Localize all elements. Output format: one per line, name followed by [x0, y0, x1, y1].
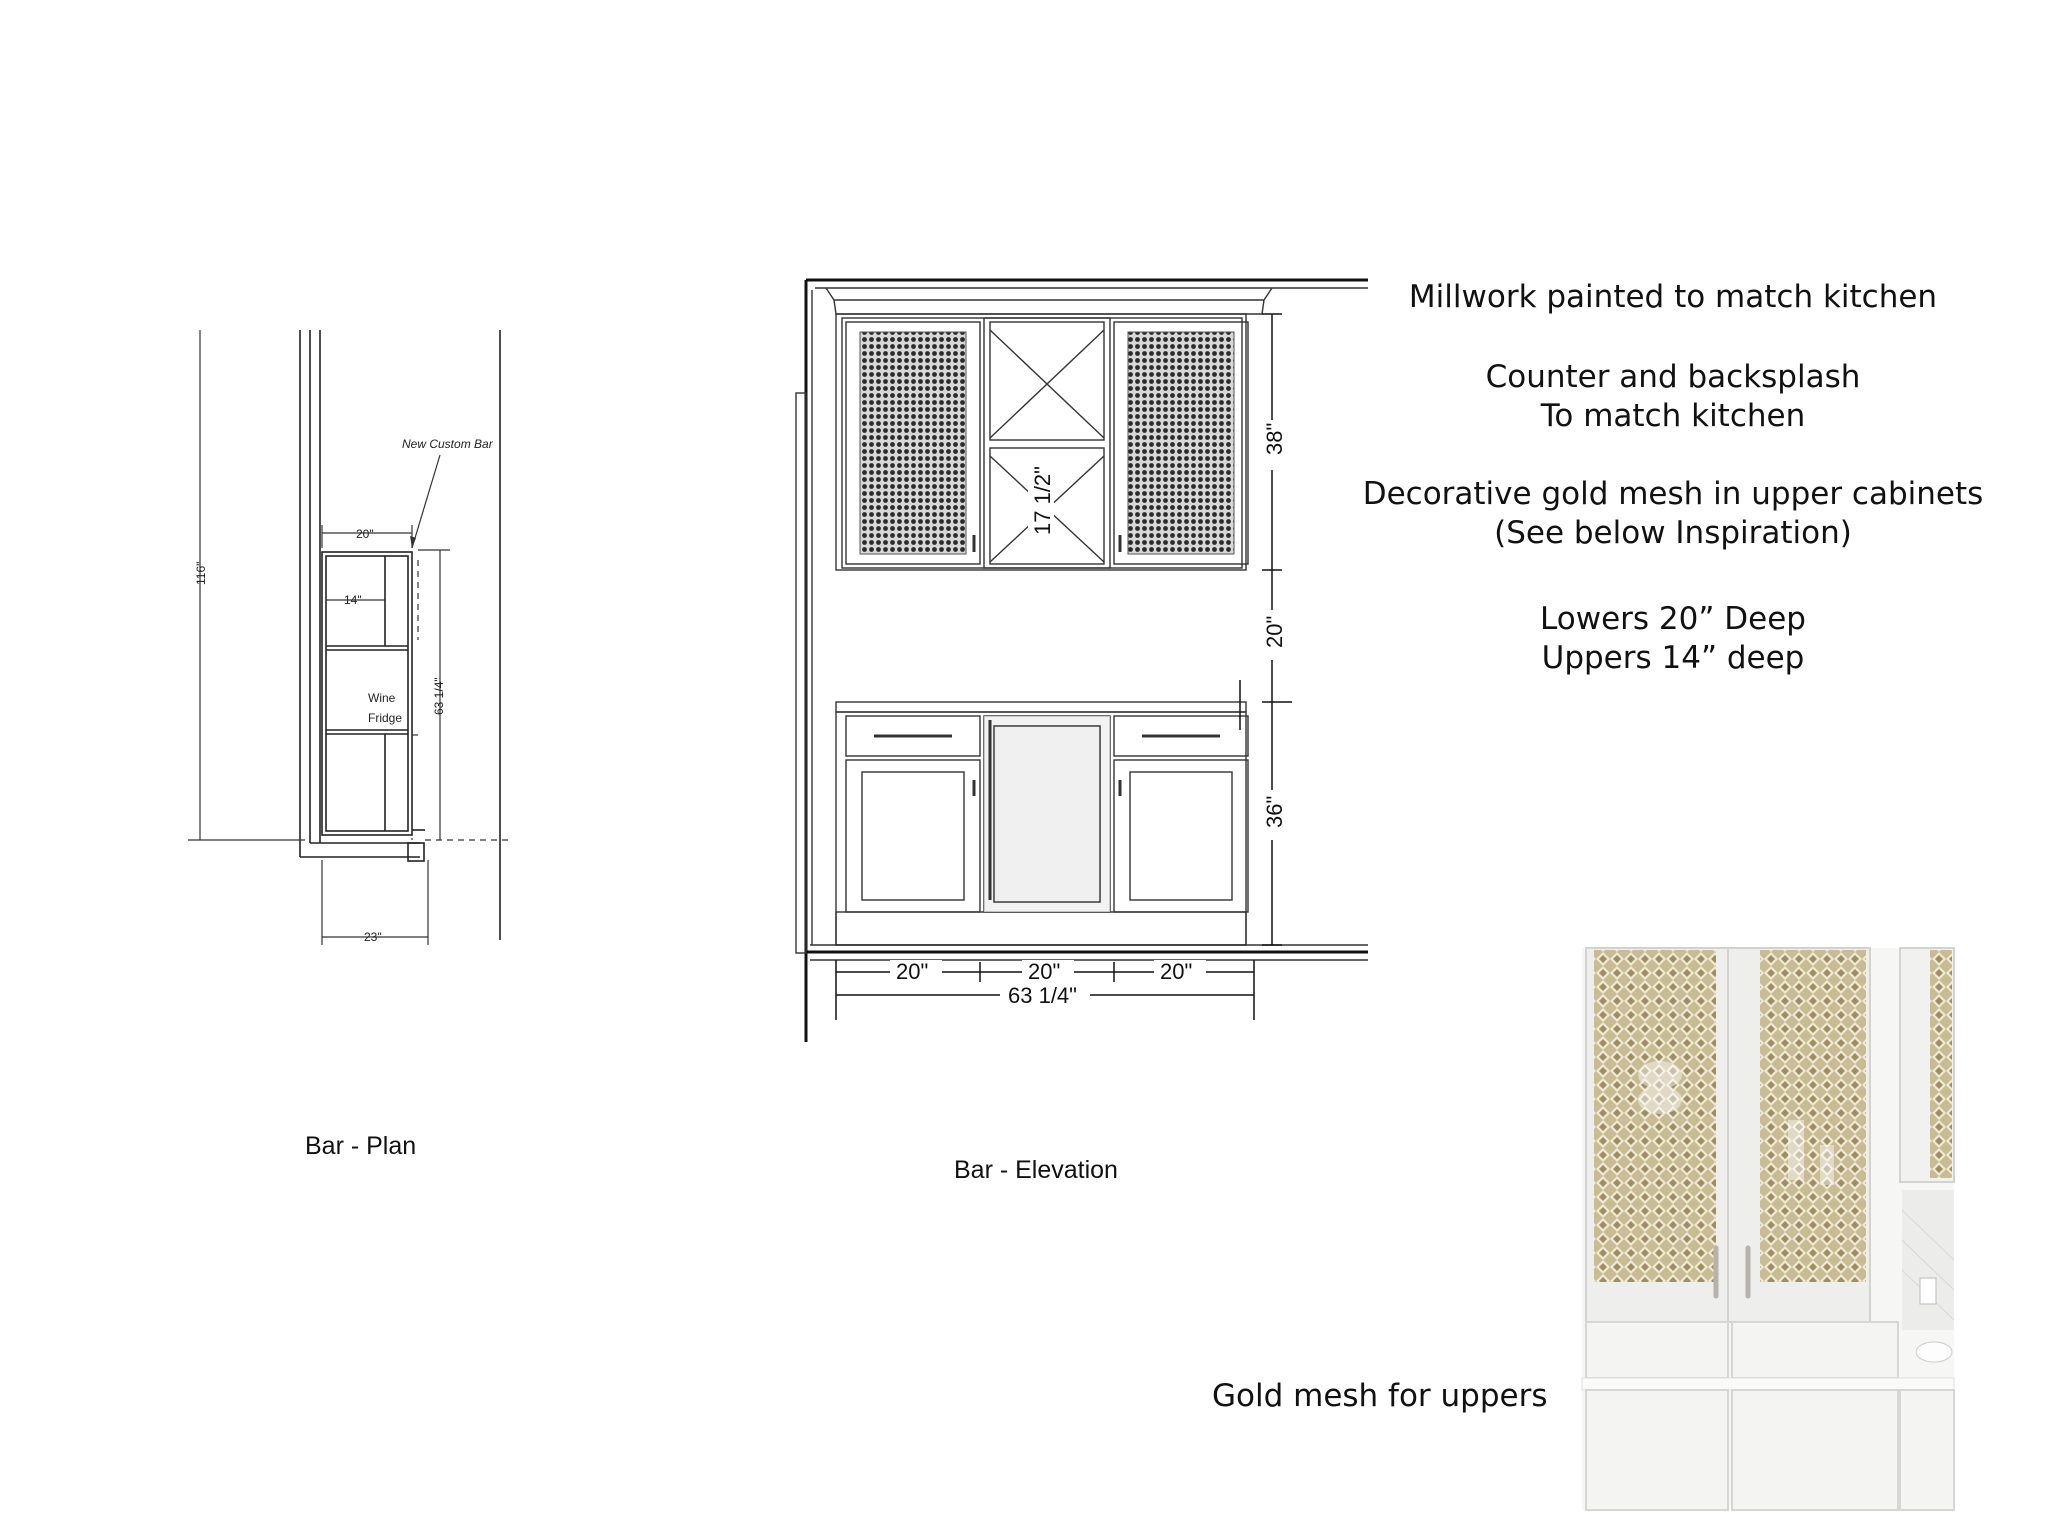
- elev-dim-total: 63 1/4": [1008, 983, 1077, 1008]
- elev-dim-upper-height: 38": [1262, 422, 1287, 455]
- plan-dim-length: 63 1/4": [432, 677, 446, 715]
- elev-dim-width-2: 20": [1028, 959, 1061, 984]
- note-counter-1: Counter and backsplash: [1485, 359, 1861, 395]
- elev-dim-wine-rack: 17 1/2": [1030, 466, 1055, 535]
- plan-wine-label-1: Wine: [368, 691, 396, 705]
- elevation-caption: Bar - Elevation: [954, 1156, 1118, 1184]
- plan-callout: New Custom Bar: [402, 437, 493, 451]
- elev-dim-width-3: 20": [1160, 959, 1193, 984]
- plan-dim-bottom: 23": [364, 930, 382, 944]
- plan-wine-label-2: Fridge: [368, 711, 403, 725]
- plan-dim-height: 116": [194, 561, 208, 585]
- note-mesh-1: Decorative gold mesh in upper cabinets: [1362, 476, 1984, 512]
- plan-dim-lower-depth: 20": [356, 527, 374, 541]
- elev-dim-gap: 20": [1262, 615, 1287, 648]
- note-lowers: Lowers 20” Deep: [1540, 601, 1806, 637]
- note-counter-2: To match kitchen: [1540, 398, 1806, 434]
- note-uppers: Uppers 14” deep: [1541, 640, 1805, 676]
- elev-dim-lower-height: 36": [1262, 795, 1287, 828]
- plan-caption: Bar - Plan: [305, 1132, 417, 1160]
- inspiration-label: Gold mesh for uppers: [1212, 1378, 1548, 1414]
- note-mesh-2: (See below Inspiration): [1494, 515, 1852, 551]
- plan-dim-upper-depth: 14": [344, 593, 362, 607]
- note-millwork: Millwork painted to match kitchen: [1408, 279, 1938, 315]
- elev-dim-width-1: 20": [896, 959, 929, 984]
